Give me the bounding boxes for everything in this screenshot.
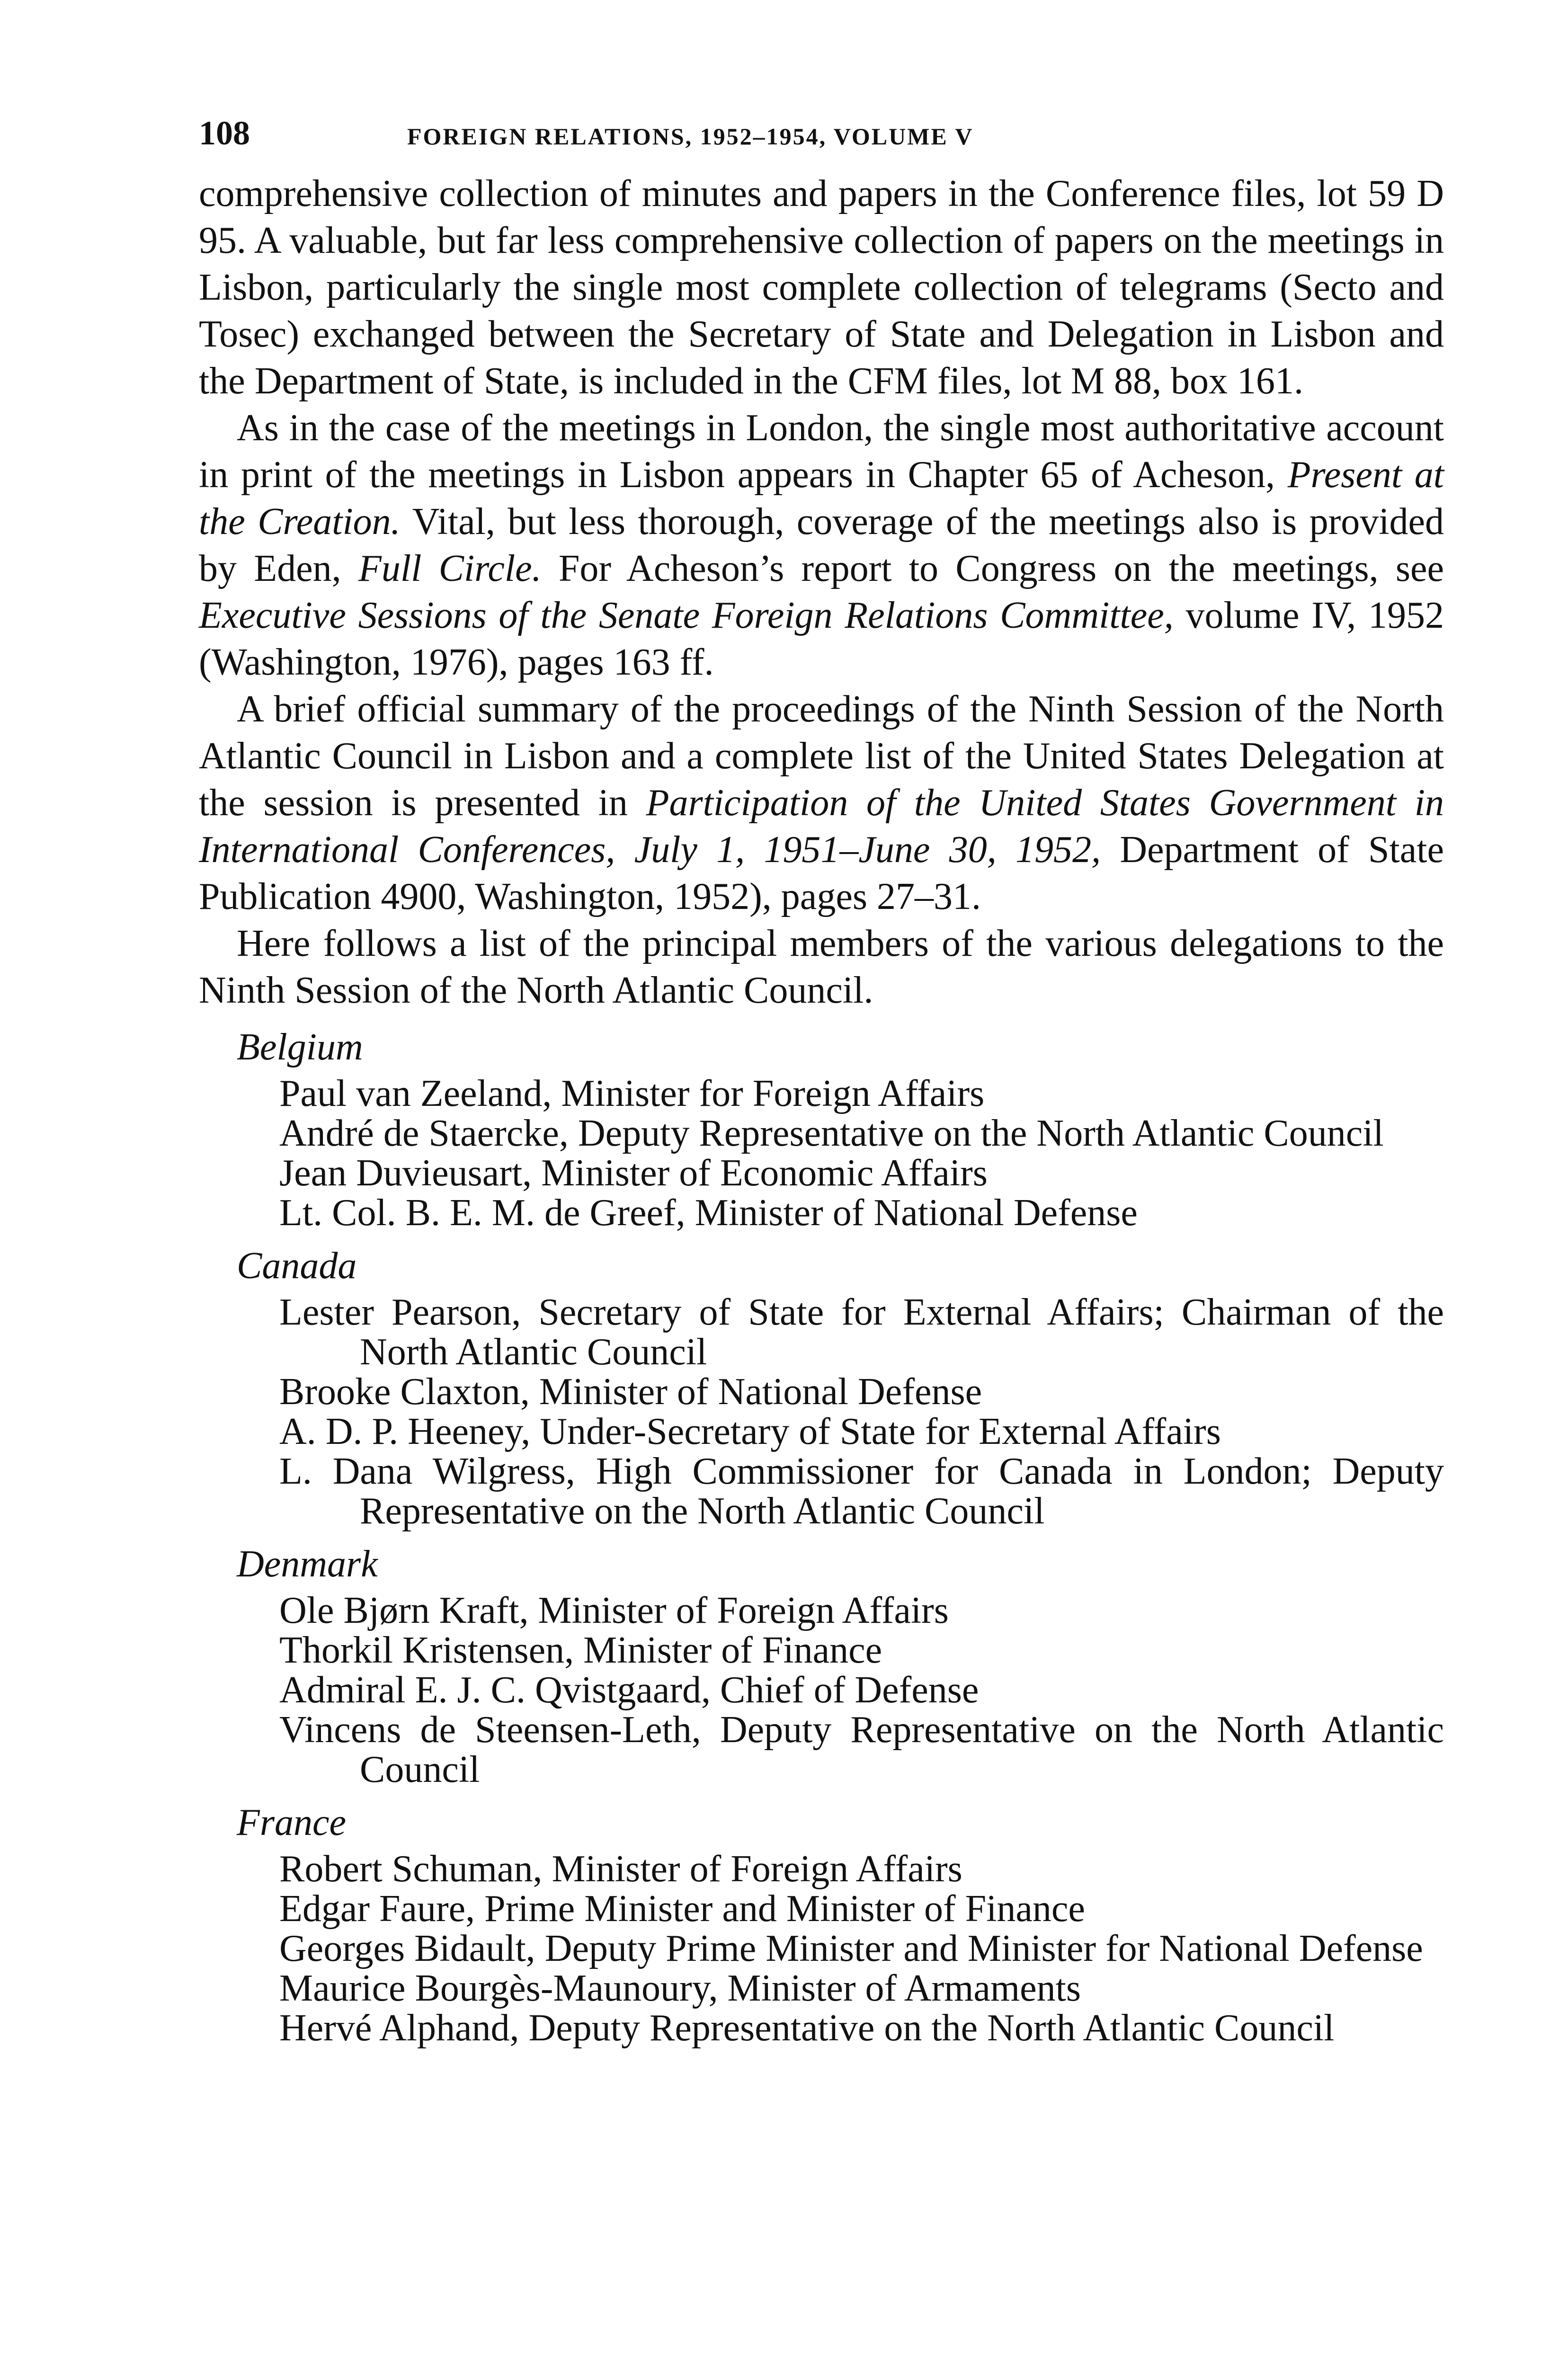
delegation-member: A. D. P. Heeney, Under-Secretary of State for External Affairs — [279, 1411, 1221, 1452]
delegation-member: Brooke Claxton, Minister of National Defense — [279, 1371, 982, 1413]
body-text — [199, 170, 1444, 1014]
paragraph-text: As in the case of the meetings in London, the single most authoritative account in print of the meetings in Lisbon appears in Chapter 65 of Acheson, — [199, 407, 1444, 496]
delegation-member: Jean Duvieusart, Minister of Economic Affairs — [279, 1152, 988, 1194]
delegation-member: Ole Bjørn Kraft, Minister of Foreign Affairs — [279, 1590, 949, 1631]
delegation-belgium — [199, 1027, 1444, 1233]
delegation-member: Paul van Zeeland, Minister for Foreign Affairs — [279, 1073, 985, 1114]
delegation-member: Edgar Faure, Prime Minister and Minister of Finance — [279, 1888, 1085, 1930]
paragraph-text: Department of State Publication 4900, Washington, 1952), pages 27–31. — [199, 829, 1444, 917]
paragraph-official-summary — [199, 686, 1444, 920]
country-heading: Belgium — [237, 1026, 363, 1068]
delegation-france — [199, 1803, 1444, 2048]
paragraph-text: A brief official summary of the proceedings of the Ninth Session of the North Atlantic Council in Lisbon and a complete list of the United States Delegation at the session is presented in — [199, 688, 1444, 824]
publication-title: Executive Sessions of the Senate Foreign Relations Committee, — [199, 595, 1174, 636]
delegation-member: L. Dana Wilgress, High Commissioner for Canada in London; Deputy Representative on the North Atlantic Council — [279, 1450, 1444, 1532]
page-header — [199, 114, 1444, 170]
paragraph-text: For Acheson’s report to Congress on the meetings, see — [541, 548, 1444, 589]
document-page — [199, 114, 1444, 2048]
publication-title: Participation of the United States Government in International Conferences, July 1, 1951–June 30, 1952, — [199, 782, 1444, 871]
delegation-member: Maurice Bourgès-Maunoury, Minister of Armaments — [279, 1967, 1081, 2009]
paragraph-text: comprehensive collection of minutes and papers in the Conference files, lot 59 D 95. A valuable, but far less comprehensive collection of papers on the meetings in Lisbon, particularly the single most complete collection of telegrams (Secto and Tosec) exchanged between the Secretary of State and Delegation in Lisbon and the Department of State, is included in the CFM files, lot M 88, box 161. — [199, 173, 1444, 402]
paragraph-text: Vital, but less thorough, coverage of the meetings also is provided by Eden, — [199, 501, 1444, 589]
paragraph-acheson-account — [199, 405, 1444, 686]
page-number: 108 — [199, 114, 250, 152]
delegation-member: Vincens de Steensen-Leth, Deputy Representative on the North Atlantic Council — [279, 1709, 1444, 1790]
delegation-member: Lt. Col. B. E. M. de Greef, Minister of National Defense — [279, 1192, 1138, 1234]
country-heading: Canada — [237, 1245, 357, 1287]
country-heading: France — [237, 1802, 347, 1843]
paragraph-list-intro — [199, 920, 1444, 1014]
running-head: FOREIGN RELATIONS, 1952–1954, VOLUME V — [407, 123, 974, 150]
delegation-denmark — [199, 1544, 1444, 1789]
delegation-member: André de Staercke, Deputy Representative on the North Atlantic Council — [279, 1112, 1384, 1154]
book-title: Present at the Creation. — [199, 454, 1444, 543]
delegation-member: Georges Bidault, Deputy Prime Minister and Minister for National Defense — [279, 1928, 1423, 1969]
delegation-member: Lester Pearson, Secretary of State for External Affairs; Chairman of the North Atlantic Council — [279, 1291, 1444, 1373]
delegation-member: Robert Schuman, Minister of Foreign Affairs — [279, 1848, 962, 1890]
country-heading: Denmark — [237, 1543, 378, 1585]
paragraph-text: Here follows a list of the principal members of the various delegations to the Ninth Session of the North Atlantic Council. — [199, 923, 1444, 1011]
book-title: Full Circle. — [358, 548, 542, 589]
delegation-member: Hervé Alphand, Deputy Representative on the North Atlantic Council — [279, 2007, 1335, 2049]
paragraph-continuation — [199, 170, 1444, 405]
paragraph-text: volume IV, 1952 (Washington, 1976), pages 163 ff. — [199, 595, 1444, 683]
delegation-member: Thorkil Kristensen, Minister of Finance — [279, 1629, 882, 1671]
delegation-canada — [199, 1246, 1444, 1531]
delegation-member: Admiral E. J. C. Qvistgaard, Chief of Defense — [279, 1669, 979, 1711]
